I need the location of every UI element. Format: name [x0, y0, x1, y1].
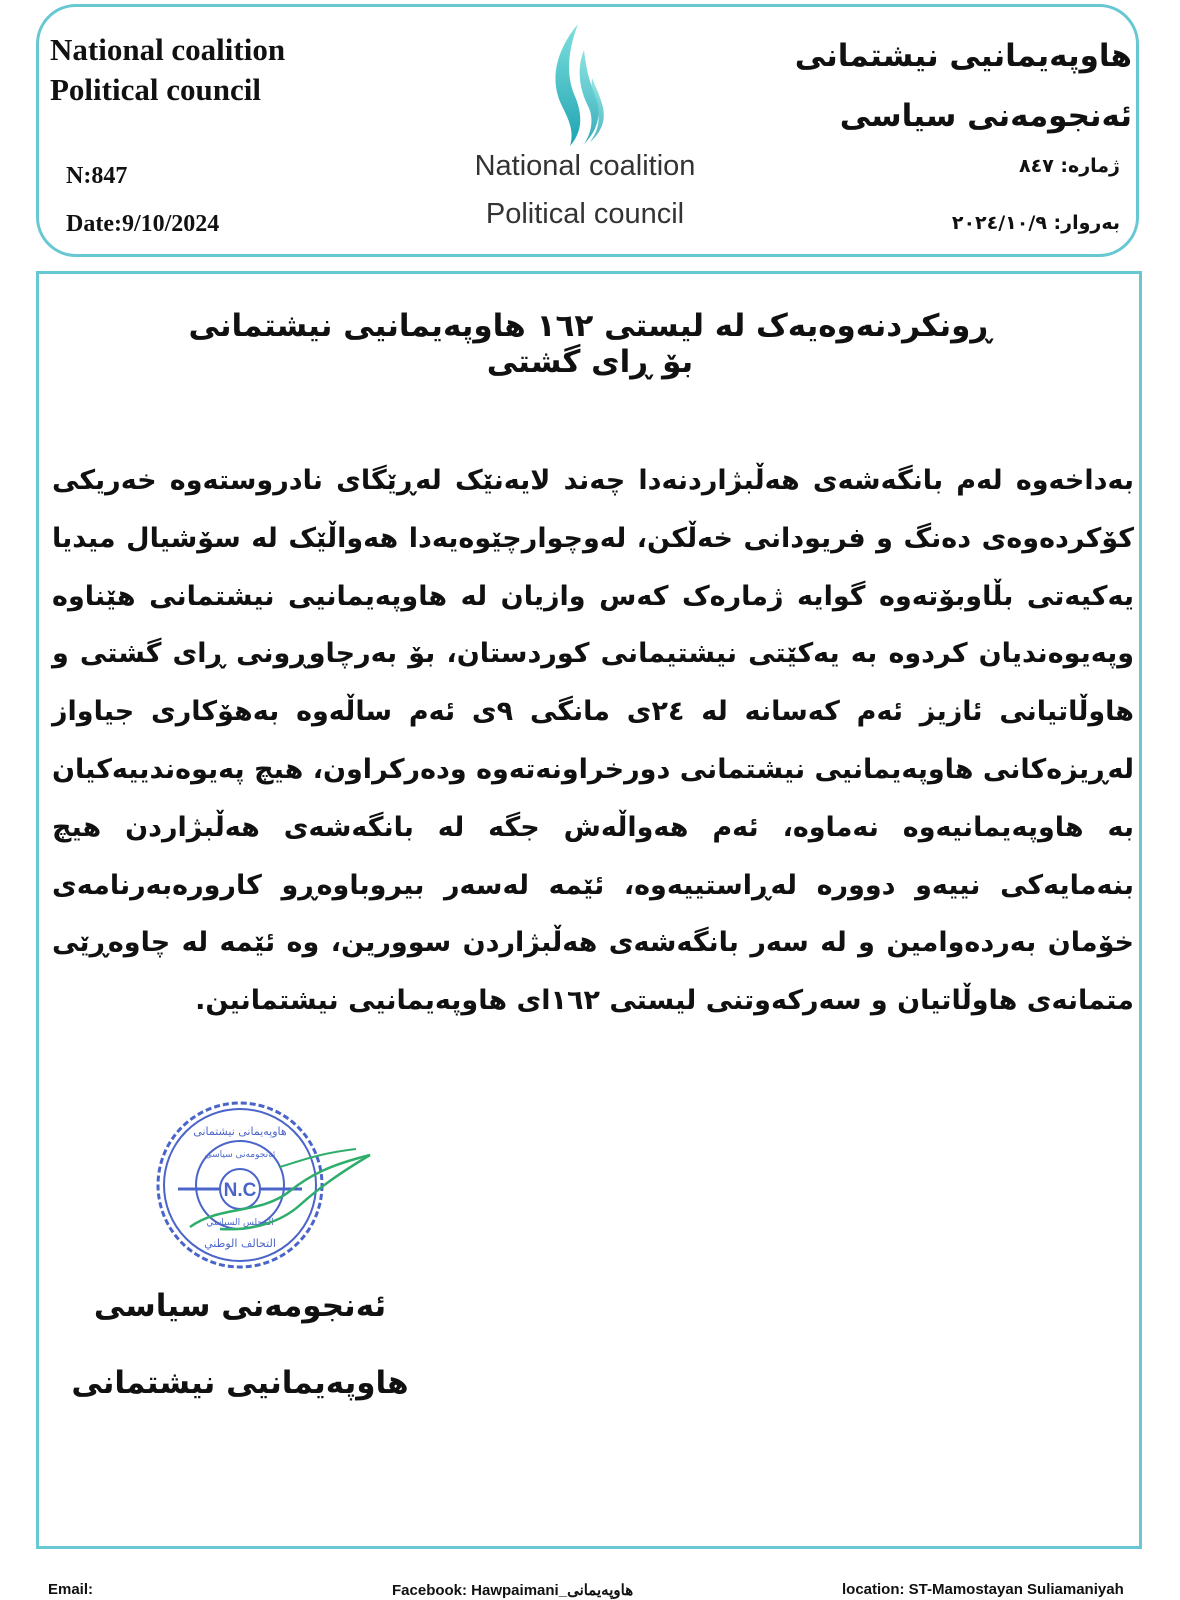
org-name-kurdish-line2: ئەنجومەنی سیاسی: [839, 98, 1132, 134]
coalition-logo: [540, 20, 620, 150]
seal-center-text: N.C: [223, 1180, 257, 1201]
seal-ring-text-bottom: التحالف الوطني: [204, 1237, 276, 1250]
signature-title-line1: ئەنجومەنی سیاسی: [93, 1288, 387, 1324]
signature-title-line2: هاوپەیمانیی نیشتمانی: [71, 1365, 409, 1401]
seal-ring-text-top: هاوپەیمانی نیشتمانی: [193, 1125, 287, 1138]
footer-facebook: Facebook: Hawpaimani_هاوپەیمانی: [392, 1582, 634, 1599]
seal-ring-text-inner: ئەنجومەنی سیاسی: [204, 1150, 276, 1160]
org-name-english: [50, 30, 285, 110]
org-name-english-line2: Political council: [50, 72, 261, 107]
seal-ring-text-arabic: المجلس السياسي: [206, 1218, 274, 1228]
reference-date-english: Date:9/10/2024: [66, 211, 220, 237]
reference-date-kurdish: بەروار: ٢٠٢٤/١٠/٩: [951, 212, 1120, 234]
footer-location: location: ST-Mamostayan Suliamaniyah: [842, 1581, 1124, 1598]
footer-email: Email:: [48, 1581, 94, 1598]
document-body-text: بەداخەوە لەم بانگەشەی هەڵبژاردنەدا چەند لایەنێک لەڕێگای نادروستەوە خەریکی کۆکردەوەی دەنگ و فریودانی خەڵکن، لەوچوارچێوەیەدا هەواڵێک لە سۆشیال میدیا یەکیەتی بڵاوبۆتەوە گوایە ژمارەک کەس وازیان لە هاوپەیمانیی نیشتمانی هێناوە وپەیوەندیان کردوە بە یەکێتی نیشتیمانی کوردستان، بۆ بەرچاوڕونی ڕای گشتی و هاوڵاتیانی ئازیز ئەم کەسانە لە ٢٤ی مانگی ٩ی ئەم ساڵەوە بەهۆکاری جیاواز لەڕیزەکانی هاوپەیمانیی نیشتمانی دورخراونەتەوە ودەرکراون، هیچ پەیوەندییەکیان بە هاوپەیمانیەوە نەماوە، ئەم هەواڵەش جگە لە بانگەشەی هەڵبژاردن هیچ بنەمایەکی نییەو دوورە لەڕاستییەوە، ئێمە لەسەر بیروباوەڕو کارورەبەرنامەی خۆمان بەردەوامین و لە سەر بانگەشەی هەڵبژاردن سوورین، وە ئێمە لە چاوەڕێی متمانەی هاوڵاتیان و سەرکەوتنی لیستی ١٦٢ای هاوپەیمانیی نیشتمانین.: [52, 465, 1135, 1017]
official-seal: [130, 1095, 400, 1275]
org-name-english-line1: National coalition: [50, 32, 286, 67]
flame-logo-icon: [540, 20, 620, 150]
document-title: ڕونکردنەوەیەک لە لیستی ١٦٢ هاوپەیمانیی نیشتمانی بۆ ڕای گشتی: [188, 308, 992, 380]
logo-caption-line2: Political council: [485, 198, 685, 230]
seal-stamp-icon: [130, 1095, 400, 1275]
reference-number-english: N:847: [66, 163, 128, 189]
reference-number-kurdish: ژمارە: ٨٤٧: [1019, 155, 1120, 177]
org-name-kurdish-line1: هاوپەیمانیی نیشتمانی: [794, 38, 1132, 74]
logo-caption-line1: National coalition: [474, 150, 696, 182]
